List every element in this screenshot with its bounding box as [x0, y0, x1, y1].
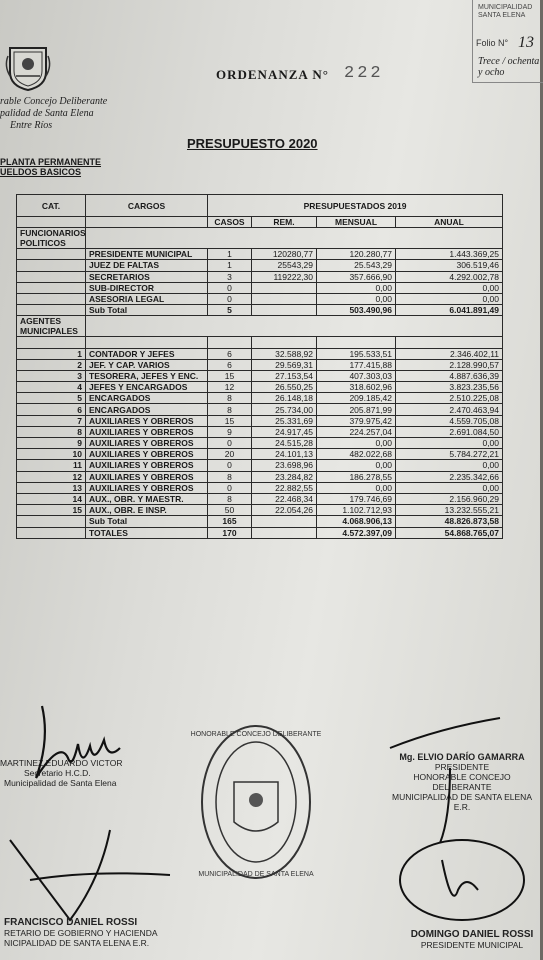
section-empty-cell [86, 228, 503, 249]
mensual-cell: 209.185,42 [317, 393, 396, 404]
rem-cell: 29.569,31 [252, 359, 317, 370]
rem-cell [252, 527, 317, 538]
signature-org: MUNICIPALIDAD DE SANTA ELENA E.R. [392, 792, 532, 812]
anual-cell: 0,00 [396, 438, 503, 449]
casos-cell: 165 [208, 516, 252, 527]
mensual-cell: 407.303,03 [317, 370, 396, 381]
cat-cell [17, 293, 86, 304]
header-anual: ANUAL [396, 217, 503, 228]
mensual-cell: 482.022,68 [317, 449, 396, 460]
table-row [17, 359, 503, 370]
subtotal-row [17, 516, 503, 527]
casos-cell: 8 [208, 471, 252, 482]
ordinance-label: ORDENANZA N° [216, 67, 329, 82]
header-mensual: MENSUAL [317, 217, 396, 228]
rem-cell: 24.515,28 [252, 438, 317, 449]
council-crest-icon [6, 42, 50, 92]
cat-cell: 9 [17, 438, 86, 449]
empty-cell [86, 337, 208, 348]
mensual-cell: 4.068.906,13 [317, 516, 396, 527]
signature-org: HONORABLE CONCEJO DELIBERANTE [413, 772, 511, 792]
cargo-cell: AUX., OBR. E INSP. [86, 505, 208, 516]
table-row [17, 271, 503, 282]
mensual-cell: 357.666,90 [317, 271, 396, 282]
casos-cell: 0 [208, 438, 252, 449]
anual-cell: 54.868.765,07 [396, 527, 503, 538]
table-row [17, 505, 503, 516]
casos-cell: 50 [208, 505, 252, 516]
cat-cell [17, 305, 86, 316]
casos-cell: 6 [208, 348, 252, 359]
cat-cell [17, 282, 86, 293]
cargo-cell: AUXILIARES Y OBREROS [86, 438, 208, 449]
anual-cell: 2.510.225,08 [396, 393, 503, 404]
rem-cell [252, 293, 317, 304]
section-agentes-label: AGENTES MUNICIPALES [17, 316, 86, 337]
subtitle-planta: PLANTA PERMANENTE [0, 157, 101, 167]
header-empty-cell [17, 217, 86, 228]
anual-cell: 0,00 [396, 482, 503, 493]
casos-cell: 1 [208, 249, 252, 260]
rem-cell: 22.468,34 [252, 493, 317, 504]
cargo-cell: ENCARGADOS [86, 404, 208, 415]
signature-role: PRESIDENTE MUNICIPAL [420, 940, 524, 950]
subtotal-label: Sub Total [86, 516, 208, 527]
seal-ring-text: MUNICIPALIDAD DE SANTA ELENA [198, 871, 314, 878]
mensual-cell: 25.543,29 [317, 260, 396, 271]
casos-cell: 0 [208, 282, 252, 293]
cat-cell: 15 [17, 505, 86, 516]
handwritten-signature-icon [20, 700, 130, 790]
anual-cell: 1.443.369,25 [396, 249, 503, 260]
rem-cell: 22.054,26 [252, 505, 317, 516]
section-funcionarios-label: FUNCIONARIOS POLITICOS [17, 228, 86, 249]
table-row [17, 426, 503, 437]
signature-name: FRANCISCO DANIEL ROSSI [4, 917, 138, 928]
cat-cell: 11 [17, 460, 86, 471]
cat-cell: 7 [17, 415, 86, 426]
cat-cell [17, 527, 86, 538]
cat-cell: 14 [17, 493, 86, 504]
section-row [17, 316, 503, 337]
table-row [17, 493, 503, 504]
cargo-cell: JUEZ DE FALTAS [86, 260, 208, 271]
header-cat: CAT. [17, 195, 86, 217]
subtitle-sueldos: UELDOS BASICOS [0, 167, 82, 177]
mensual-cell: 205.871,99 [317, 404, 396, 415]
rem-cell: 24.917,45 [252, 426, 317, 437]
mensual-cell: 0,00 [317, 460, 396, 471]
signature-role: PRESIDENTE [434, 762, 490, 772]
cargo-cell: JEFES Y ENCARGADOS [86, 382, 208, 393]
rem-cell: 25.734,00 [252, 404, 317, 415]
casos-cell: 6 [208, 359, 252, 370]
handwritten-signature-icon [380, 708, 530, 848]
cat-cell: 12 [17, 471, 86, 482]
signature-name: DOMINGO DANIEL ROSSI [410, 929, 534, 940]
header-presupuestados: PRESUPUESTADOS 2019 [208, 195, 503, 217]
mensual-cell: 224.257,04 [317, 426, 396, 437]
rem-cell: 26.148,18 [252, 393, 317, 404]
mensual-cell: 0,00 [317, 293, 396, 304]
signature-org: Municipalidad de Santa Elena [4, 778, 117, 788]
cargo-cell: AUXILIARES Y OBREROS [86, 426, 208, 437]
signature-name: MARTINEZ EDUARDO VICTOR [0, 758, 123, 768]
empty-cell [252, 337, 317, 348]
rem-cell: 24.101,13 [252, 449, 317, 460]
casos-cell: 3 [208, 271, 252, 282]
cargo-cell: SECRETARIOS [86, 271, 208, 282]
header-casos: CASOS [208, 217, 252, 228]
cat-cell [17, 516, 86, 527]
council-heading [0, 96, 107, 132]
cat-cell: 3 [17, 370, 86, 381]
cargo-cell: PRESIDENTE MUNICIPAL [86, 249, 208, 260]
ordinance-number: 222 [344, 64, 384, 83]
folio-handwritten-note: Trece / ochenta y ocho [478, 56, 540, 78]
council-line-1: rable Concejo Deliberante [0, 96, 108, 107]
cat-cell [17, 260, 86, 271]
empty-cell [317, 337, 396, 348]
cat-cell: 4 [17, 382, 86, 393]
table-row [17, 293, 503, 304]
anual-cell: 0,00 [396, 460, 503, 471]
table-row [17, 249, 503, 260]
folio-number: 13 [518, 34, 534, 51]
table-row [17, 382, 503, 393]
document-title: PRESUPUESTO 2020 [187, 136, 318, 151]
anual-cell: 6.041.891,49 [396, 305, 503, 316]
cargo-cell: TESORERA, JEFES Y ENC. [86, 370, 208, 381]
council-line-3: Entre Ríos [10, 120, 53, 131]
cargo-cell: AUXILIARES Y OBREROS [86, 460, 208, 471]
cargo-cell: AUXILIARES Y OBREROS [86, 471, 208, 482]
cat-cell: 6 [17, 404, 86, 415]
anual-cell: 0,00 [396, 293, 503, 304]
cat-cell: 8 [17, 426, 86, 437]
council-line-2: palidad de Santa Elena [0, 108, 94, 119]
mensual-cell: 379.975,42 [317, 415, 396, 426]
cat-cell: 10 [17, 449, 86, 460]
rem-cell [252, 305, 317, 316]
cargo-cell: AUXILIARES Y OBREROS [86, 415, 208, 426]
cat-cell: 5 [17, 393, 86, 404]
section-empty-cell [86, 316, 503, 337]
handwritten-signature-icon [392, 830, 532, 930]
table-row [17, 471, 503, 482]
casos-cell: 12 [208, 382, 252, 393]
casos-cell: 8 [208, 404, 252, 415]
table-row [17, 438, 503, 449]
totals-label: TOTALES [86, 527, 208, 538]
mensual-cell: 318.602,96 [317, 382, 396, 393]
anual-cell: 306.519,46 [396, 260, 503, 271]
anual-cell: 2.156.960,29 [396, 493, 503, 504]
table-row [17, 449, 503, 460]
casos-cell: 8 [208, 493, 252, 504]
casos-cell: 0 [208, 460, 252, 471]
table-row [17, 370, 503, 381]
casos-cell: 5 [208, 305, 252, 316]
cat-cell: 2 [17, 359, 86, 370]
mensual-cell: 179.746,69 [317, 493, 396, 504]
cargo-cell: JEF. Y CAP. VARIOS [86, 359, 208, 370]
cargo-cell: AUXILIARES Y OBREROS [86, 449, 208, 460]
handwritten-signature-icon [0, 820, 180, 930]
rem-cell: 22.882,55 [252, 482, 317, 493]
rem-cell: 26.550,25 [252, 382, 317, 393]
totals-row [17, 527, 503, 538]
table-row [17, 415, 503, 426]
cat-cell [17, 271, 86, 282]
empty-cell [396, 337, 503, 348]
casos-cell: 15 [208, 370, 252, 381]
anual-cell: 4.887.636,39 [396, 370, 503, 381]
mensual-cell: 503.490,96 [317, 305, 396, 316]
casos-cell: 20 [208, 449, 252, 460]
anual-cell: 0,00 [396, 282, 503, 293]
anual-cell: 13.232.555,21 [396, 505, 503, 516]
seal-ring-text: HONORABLE CONCEJO DELIBERANTE [190, 731, 322, 738]
casos-cell: 0 [208, 482, 252, 493]
header-cargos: CARGOS [86, 195, 208, 217]
rem-cell [252, 282, 317, 293]
header-rem: REM. [252, 217, 317, 228]
cargo-cell: SUB-DIRECTOR [86, 282, 208, 293]
table-row [17, 260, 503, 271]
table-row [17, 282, 503, 293]
table-row [17, 393, 503, 404]
rem-cell [252, 516, 317, 527]
anual-cell: 5.784.272,21 [396, 449, 503, 460]
cargo-cell: ENCARGADOS [86, 393, 208, 404]
mensual-cell: 177.415,88 [317, 359, 396, 370]
rem-cell: 23.284,82 [252, 471, 317, 482]
table-row [17, 482, 503, 493]
folio-label: Folio N° [476, 38, 509, 48]
signature-name: Mg. ELVIO DARÍO GAMARRA [399, 752, 525, 762]
casos-cell: 0 [208, 293, 252, 304]
casos-cell: 9 [208, 426, 252, 437]
mensual-cell: 195.533,51 [317, 348, 396, 359]
signature-block-municipal-president [404, 930, 540, 950]
anual-cell: 2.470.463,94 [396, 404, 503, 415]
signature-block-secretary-government [4, 918, 158, 948]
anual-cell: 48.826.873,58 [396, 516, 503, 527]
mensual-cell: 4.572.397,09 [317, 527, 396, 538]
anual-cell: 3.823.235,56 [396, 382, 503, 393]
table-row [17, 404, 503, 415]
signature-org: NICIPALIDAD DE SANTA ELENA E.R. [4, 938, 150, 948]
empty-cell [208, 337, 252, 348]
anual-cell: 2.691.084,50 [396, 426, 503, 437]
cat-cell: 1 [17, 348, 86, 359]
mensual-cell: 0,00 [317, 282, 396, 293]
table-row [17, 348, 503, 359]
empty-cell [17, 337, 86, 348]
spacer-row [17, 337, 503, 348]
council-seal-icon [190, 722, 322, 882]
rem-cell: 32.588,92 [252, 348, 317, 359]
mensual-cell: 120.280,77 [317, 249, 396, 260]
anual-cell: 2.235.342,66 [396, 471, 503, 482]
subtotal-row [17, 305, 503, 316]
mensual-cell: 0,00 [317, 482, 396, 493]
budget-table [16, 194, 503, 539]
rem-cell: 119222,30 [252, 271, 317, 282]
rem-cell: 120280,77 [252, 249, 317, 260]
signature-role: Secretario H.C.D. [24, 768, 91, 778]
table-row [17, 460, 503, 471]
cargo-cell: AUX., OBR. Y MAESTR. [86, 493, 208, 504]
cat-cell: 13 [17, 482, 86, 493]
cargo-cell: AUXILIARES Y OBREROS [86, 482, 208, 493]
anual-cell: 4.559.705,08 [396, 415, 503, 426]
rem-cell: 27.153,54 [252, 370, 317, 381]
rem-cell: 25543,29 [252, 260, 317, 271]
mensual-cell: 0,00 [317, 438, 396, 449]
casos-cell: 15 [208, 415, 252, 426]
casos-cell: 1 [208, 260, 252, 271]
casos-cell: 170 [208, 527, 252, 538]
anual-cell: 4.292.002,78 [396, 271, 503, 282]
mensual-cell: 1.102.712,93 [317, 505, 396, 516]
cargo-cell: ASESORIA LEGAL [86, 293, 208, 304]
cat-cell [17, 249, 86, 260]
header-empty-cell [86, 217, 208, 228]
anual-cell: 2.128.990,57 [396, 359, 503, 370]
cargo-cell: CONTADOR Y JEFES [86, 348, 208, 359]
mensual-cell: 186.278,55 [317, 471, 396, 482]
rem-cell: 23.698,96 [252, 460, 317, 471]
casos-cell: 8 [208, 393, 252, 404]
subtotal-label: Sub Total [86, 305, 208, 316]
signature-role: RETARIO DE GOBIERNO Y HACIENDA [4, 928, 158, 938]
folio-stamp-header: MUNICIPALIDAD SANTA ELENA [478, 4, 533, 19]
anual-cell: 2.346.402,11 [396, 348, 503, 359]
rem-cell: 25.331,69 [252, 415, 317, 426]
